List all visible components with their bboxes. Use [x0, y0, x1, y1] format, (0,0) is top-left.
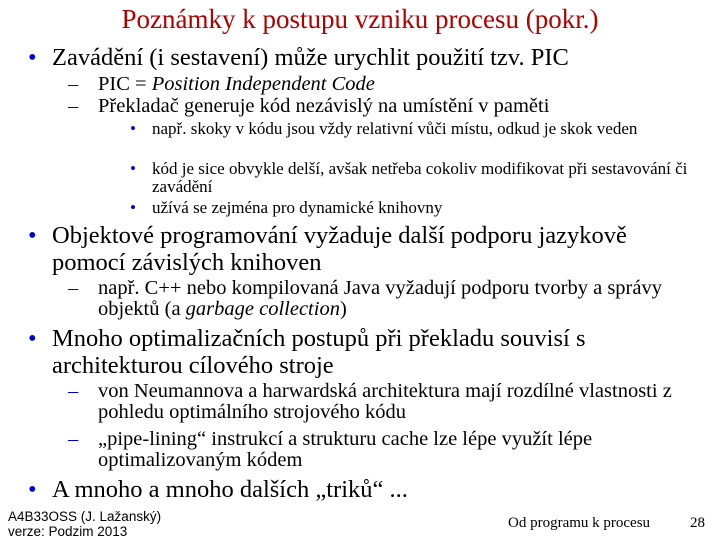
- subitem-text: např. C++ nebo kompilovaná Java vyžadují podporu tvorby a správy objektů (a: [98, 277, 662, 320]
- subitem-text: PIC =: [98, 73, 152, 95]
- bullet-text: Zavádění (i sestavení) může urychlit použití tzv. PIC: [52, 44, 569, 71]
- subsubitem-longer-code: [130, 159, 692, 196]
- subitem-text-end: ): [339, 298, 347, 320]
- subsubitem-text: užívá se zejména pro dynamické knihovny: [152, 198, 443, 217]
- dash-marker: –: [68, 380, 79, 402]
- subitem-italic-text: garbage collection: [185, 298, 340, 320]
- subitem-cpp-java: [68, 277, 703, 320]
- footer-version: verze: Podzim 2013: [8, 524, 128, 539]
- subitem-text: Překladač generuje kód nezávislý na umístění v paměti: [98, 95, 550, 117]
- subitem-pipelining: [68, 428, 688, 471]
- bullet-text: Objektové programování vyžaduje další podporu jazykově pomocí závislých knihoven: [52, 222, 627, 276]
- subitem-italic-text: Position Independent Code: [151, 73, 375, 95]
- dash-marker: –: [68, 95, 79, 117]
- bullet-marker: •: [28, 325, 37, 352]
- subsubitem-text: kód je sice obvykle delší, avšak netřeba cokoliv modifikovat při sestavování či zavádění: [152, 159, 688, 196]
- subitem-architecture: [68, 380, 678, 423]
- subsubitem-libraries: [130, 198, 692, 217]
- bullet-optimization: [28, 325, 682, 379]
- subsubitem-text: např. skoky v kódu jsou vždy relativní vůči místu, odkud je skok veden: [152, 119, 638, 138]
- footer-course-info: [8, 509, 161, 539]
- slide-title: Poznámky k postupu vzniku procesu (pokr.): [121, 4, 599, 34]
- bullet-text: A mnoho a mnoho dalších „triků“ ...: [52, 476, 408, 503]
- bullet-marker: •: [28, 44, 37, 71]
- dash-marker: –: [68, 277, 79, 299]
- bullet-tricks: [28, 476, 652, 503]
- dot-marker: •: [130, 198, 136, 217]
- bullet-marker: •: [28, 222, 37, 249]
- bullet-text: Mnoho optimalizačních postupů při překladu souvisí s architekturou cílového stroje: [52, 325, 586, 379]
- subitem-compiler: [68, 95, 698, 117]
- dot-marker: •: [130, 119, 136, 138]
- bullet-pic: [28, 44, 692, 71]
- subitem-text: „pipe-lining“ instrukcí a strukturu cache lze lépe využít lépe optimalizovaným kódem: [98, 428, 593, 471]
- bullet-marker: •: [28, 476, 37, 503]
- bullet-oop: [28, 222, 652, 276]
- dot-marker: •: [130, 159, 136, 178]
- page-number: 28: [690, 515, 705, 531]
- subitem-text: von Neumannova a harwardská architektura mají rozdílné vlastnosti z pohledu optimálního strojového kódu: [98, 380, 672, 423]
- footer-course: A4B33OSS (J. Lažanský): [8, 509, 162, 524]
- subsubitem-jumps: [130, 119, 692, 138]
- dash-marker: –: [68, 428, 79, 450]
- subitem-pic-definition: [68, 73, 698, 95]
- footer-topic: Od programu k procesu: [508, 515, 651, 531]
- dash-marker: –: [68, 73, 79, 95]
